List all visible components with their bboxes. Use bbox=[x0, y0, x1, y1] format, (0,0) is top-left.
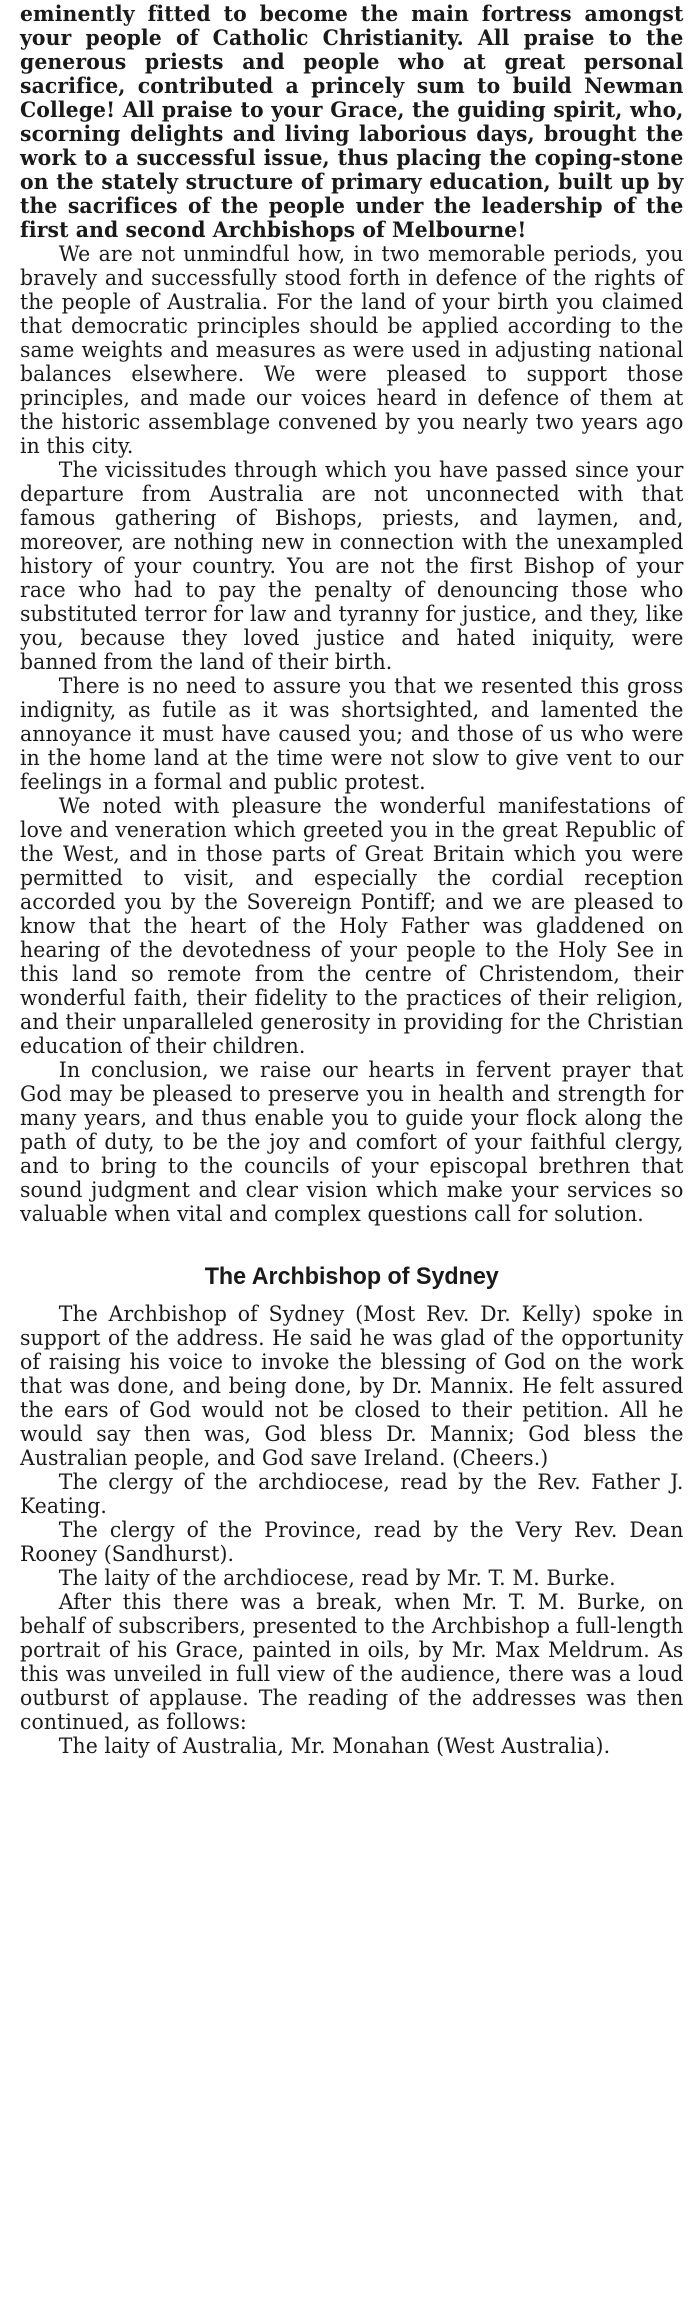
address-paragraph-4: There is no need to assure you that we resented this gross indignity, as futile as it was shortsighted, and lamented the annoyance it must have caused you; and those of us who were in the home land at the time were not slow to give vent to our feelings in a formal and public protest. bbox=[20, 674, 684, 794]
address-paragraph-2: We are not unmindful how, in two memorable periods, you bravely and successfully stood forth in defence of the rights of the people of Australia. For the land of your birth you claimed that democratic principles should be applied according to the same weights and measures as were used in adjusting national balances elsewhere. We were pleased to support those principles, and made our voices heard in defence of them at the historic assemblage convened by you nearly two years ago in this city. bbox=[20, 242, 684, 458]
clergy-archdiocese-paragraph: The clergy of the archdiocese, read by the Rev. Father J. Keating. bbox=[20, 1470, 684, 1518]
article-column bbox=[20, 2, 683, 1758]
sydney-speech-paragraph: The Archbishop of Sydney (Most Rev. Dr. Kelly) spoke in support of the address. He said he was glad of the opportunity of raising his voice to invoke the blessing of God on the work that was done, and being done, by Dr. Mannix. He felt assured the ears of God would not be closed to their petition. All he would say then was, God bless Dr. Mannix; God bless the Australian people, and God save Ireland. (Cheers.) bbox=[20, 1302, 684, 1470]
address-paragraph-5: We noted with pleasure the wonderful manifestations of love and veneration which greeted you in the great Republic of the West, and in those parts of Great Britain which you were permitted to visit, and especially the cordial reception accorded you by the Sovereign Pontiff; and we are pleased to know that the heart of the Holy Father was gladdened on hearing of the devotedness of your people to the Holy See in this land so remote from the centre of Christendom, their wonderful faith, their fidelity to the practices of their religion, and their unparalleled generosity in providing for the Christian education of their children. bbox=[20, 794, 684, 1058]
portrait-presentation-paragraph: After this there was a break, when Mr. T. M. Burke, on behalf of subscribers, presented to the Archbishop a full-length portrait of his Grace, painted in oils, by Mr. Max Meldrum. As this was unveiled in full view of the audience, there was a loud outburst of applause. The reading of the addresses was then continued, as follows: bbox=[20, 1590, 684, 1734]
address-paragraph-6: In conclusion, we raise our hearts in fervent prayer that God may be pleased to preserve you in health and strength for many years, and thus enable you to guide your flock along the path of duty, to be the joy and comfort of your faithful clergy, and to bring to the councils of your episcopal brethren that sound judgment and clear vision which make your services so valuable when vital and complex questions call for solution. bbox=[20, 1058, 684, 1226]
laity-archdiocese-paragraph: The laity of the archdiocese, read by Mr. T. M. Burke. bbox=[58, 1566, 616, 1590]
clergy-province-paragraph: The clergy of the Province, read by the Very Rev. Dean Rooney (Sandhurst). bbox=[20, 1518, 684, 1566]
address-paragraph-1: eminently fitted to become the main fortress amongst your people of Catholic Christianity. All praise to the generous priests and people who at great personal sacrifice, contributed a princely sum to build Newman College! All praise to your Grace, the guiding spirit, who, scorning delights and living laborious days, brought the work to a successful issue, thus placing the coping-stone on the stately structure of primary education, built up by the sacrifices of the people under the leadership of the first and second Archbishops of Melbourne! bbox=[20, 1, 684, 242]
section-heading: The Archbishop of Sydney bbox=[204, 1263, 499, 1290]
address-paragraph-3: The vicissitudes through which you have passed since your departure from Australia are not unconnected with that famous gathering of Bishops, priests, and laymen, and, moreover, are nothing new in connection with the unexampled history of your country. You are not the first Bishop of your race who had to pay the penalty of denouncing those who substituted terror for law and tyranny for justice, and they, like you, because they loved justice and hated iniquity, were banned from the land of their birth. bbox=[20, 458, 684, 674]
laity-australia-paragraph: The laity of Australia, Mr. Monahan (West Australia). bbox=[58, 1734, 611, 1758]
